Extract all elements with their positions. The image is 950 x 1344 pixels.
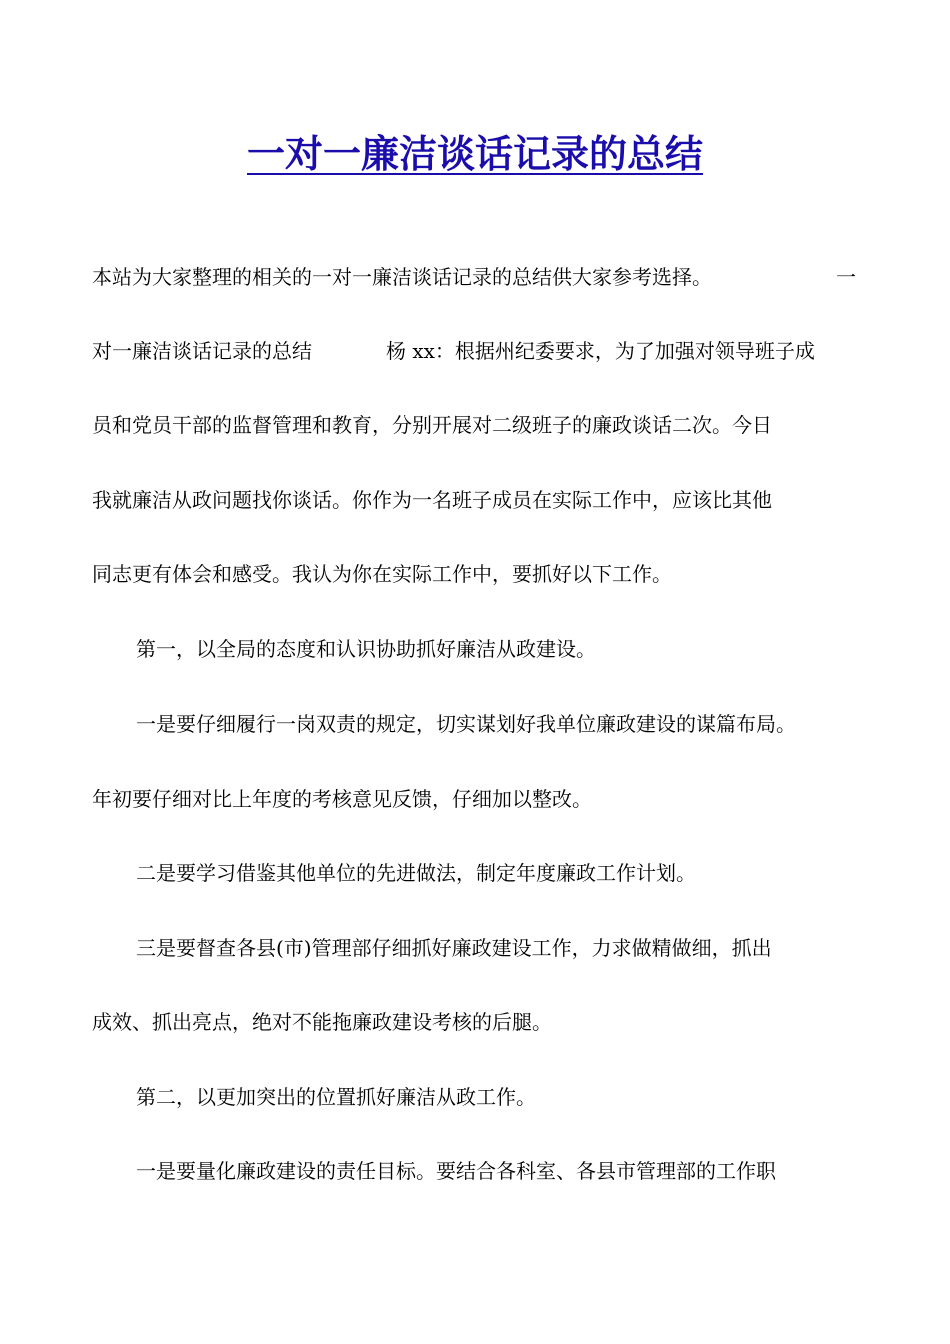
paragraph-line-9: 二是要学习借鉴其他单位的先进做法，制定年度廉政工作计划。 (136, 861, 696, 885)
text-span: 一 (836, 265, 856, 289)
text-span: 杨 xx：根据州纪委要求，为了加强对领导班子成 (386, 339, 815, 363)
paragraph-line-8: 年初要仔细对比上年度的考核意见反馈，仔细加以整改。 (92, 787, 592, 811)
text-span: 本站为大家整理的相关的一对一廉洁谈话记录的总结供大家参考选择。 (92, 265, 712, 289)
paragraph-line-13: 一是要量化廉政建设的责任目标。要结合各科室、各县市管理部的工作职 (136, 1159, 776, 1183)
text-span: 对一廉洁谈话记录的总结 (92, 339, 312, 363)
paragraph-line-6: 第一，以全局的态度和认识协助抓好廉洁从政建设。 (136, 637, 596, 661)
paragraph-line-2 (92, 336, 866, 366)
paragraph-line-5: 同志更有体会和感受。我认为你在实际工作中，要抓好以下工作。 (92, 562, 672, 586)
paragraph-line-10: 三是要督查各县(市)管理部仔细抓好廉政建设工作，力求做精做细，抓出 (136, 936, 772, 960)
paragraph-line-4: 我就廉洁从政问题找你谈话。你作为一名班子成员在实际工作中，应该比其他 (92, 488, 772, 512)
paragraph-line-12: 第二，以更加突出的位置抓好廉洁从政工作。 (136, 1085, 536, 1109)
paragraph-line-1 (92, 262, 866, 292)
paragraph-line-3: 员和党员干部的监督管理和教育，分别开展对二级班子的廉政谈话二次。今日 (92, 413, 772, 437)
paragraph-line-7: 一是要仔细履行一岗双责的规定，切实谋划好我单位廉政建设的谋篇布局。 (136, 712, 796, 736)
paragraph-line-11: 成效、抓出亮点，绝对不能拖廉政建设考核的后腿。 (92, 1010, 552, 1034)
document-title[interactable]: 一对一廉洁谈话记录的总结 (246, 132, 703, 176)
